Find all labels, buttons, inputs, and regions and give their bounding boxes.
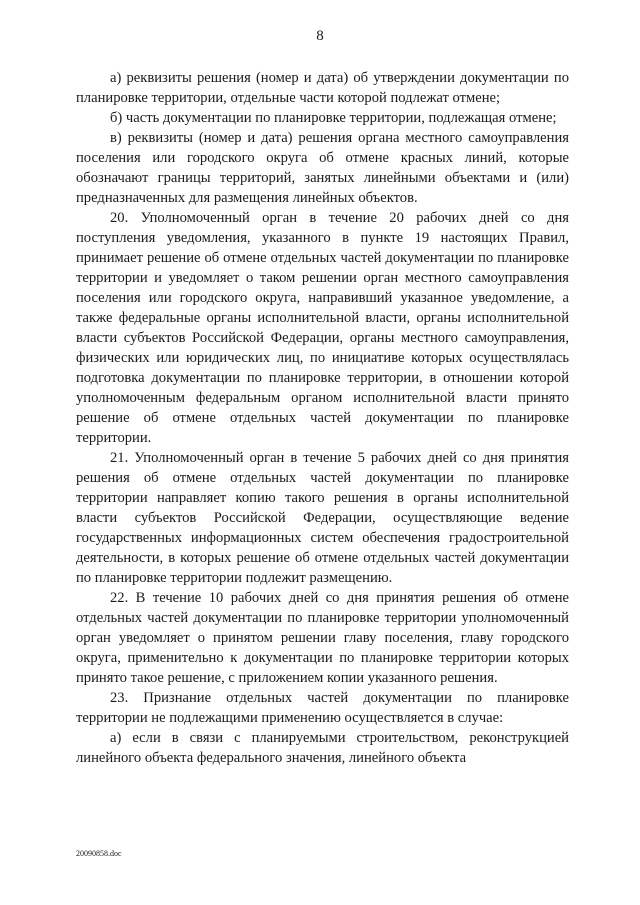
paragraph-20: 20. Уполномоченный орган в течение 20 рабочих дней со дня поступления уведомления, указанного в пункте 19 настоящих Правил, принимает решение об отмене отдельных частей документации по планировке территории и уведомляет о таком решении орган местного самоуправления поселения или городского округа, направивший указанное уведомление, а также федеральные органы исполнительной власти, органы исполнительной власти субъектов Российской Федерации, органы местного самоуправления, физических или юридических лиц, по инициативе которых осуществлялась подготовка документации по планировке территории, в отношении которой уполномоченным федеральным органом исполнительной власти принято решение об отмене отдельных частей документации по планировке территории. — [76, 210, 569, 446]
paragraph-23: 23. Признание отдельных частей документации по планировке территории не подлежащими применению осуществляется в случае: — [76, 690, 569, 726]
paragraph-a: а) реквизиты решения (номер и дата) об утверждении документации по планировке территории, отдельные части которой подлежат отмене; — [76, 70, 569, 106]
paragraph-22: 22. В течение 10 рабочих дней со дня принятия решения об отмене отдельных частей документации по планировке территории уполномоченный орган уведомляет о принятом решении главу поселения, главу городского округа, применительно к документации по планировке территории которых принято такое решение, с приложением копии указанного решения. — [76, 590, 569, 686]
document-body — [76, 68, 569, 768]
file-name-footer: 20090858.doc — [76, 849, 122, 858]
paragraph-21: 21. Уполномоченный орган в течение 5 рабочих дней со дня принятия решения об отмене отдельных частей документации по планировке территории направляет копию такого решения в органы исполнительной власти субъектов Российской Федерации, осуществляющие ведение государственных информационных систем обеспечения градостроительной деятельности, в которых решение об отмене отдельных частей документации по планировке территории подлежит размещению. — [76, 450, 569, 586]
paragraph-b: б) часть документации по планировке территории, подлежащая отмене; — [110, 110, 557, 126]
page-number: 8 — [316, 28, 324, 44]
paragraph-23-a: а) если в связи с планируемыми строительством, реконструкцией линейного объекта федерального значения, линейного объекта — [76, 730, 569, 766]
paragraph-v: в) реквизиты (номер и дата) решения органа местного самоуправления поселения или городского округа об отмене красных линий, которые обозначают границы территорий, занятых линейными объектами и (или) предназначенных для размещения линейных объектов. — [76, 130, 569, 206]
